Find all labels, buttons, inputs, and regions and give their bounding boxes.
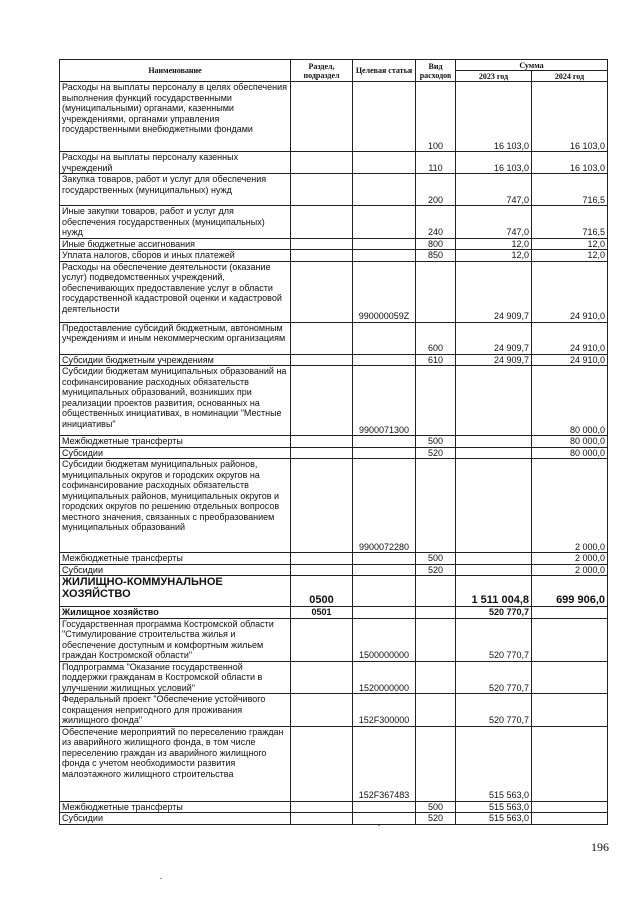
table-row <box>60 801 608 813</box>
cell-2023 <box>456 553 532 565</box>
cell-kind: 850 <box>416 250 456 262</box>
cell-section <box>291 250 353 262</box>
cell-target: 990000059Z <box>353 261 416 322</box>
table-row <box>60 366 608 436</box>
cell-section <box>291 726 353 801</box>
cell-2023: 520 770,7 <box>456 694 532 727</box>
table-row <box>60 813 608 825</box>
cell-section <box>291 206 353 239</box>
cell-2023: 24 909,7 <box>456 322 532 354</box>
scan-speck <box>160 878 162 879</box>
table-row <box>60 553 608 565</box>
cell-kind: 520 <box>416 813 456 825</box>
cell-name: Расходы на обеспечение деятельности (оказание услуг) подведомственных учреждений, обеспечивающих предоставление услуг в области государственной кадастровой оценки и кадастровой деятельности <box>60 261 291 322</box>
cell-kind: 800 <box>416 238 456 250</box>
cell-name: Расходы на выплаты персоналу в целях обеспечения выполнения функций государственными (муниципальными) органами, казенными учреждениями, органами управления государственными внебюджетными фондами <box>60 82 291 152</box>
table-row <box>60 354 608 366</box>
cell-target <box>353 436 416 448</box>
cell-2024 <box>532 801 608 813</box>
cell-kind <box>416 576 456 607</box>
cell-2023: 515 563,0 <box>456 801 532 813</box>
table-row <box>60 564 608 576</box>
cell-2024: 80 000,0 <box>532 436 608 448</box>
cell-target <box>353 82 416 152</box>
cell-kind: 500 <box>416 436 456 448</box>
header-kind: Вид расходов <box>416 60 456 82</box>
cell-2024: 24 910,0 <box>532 322 608 354</box>
cell-target <box>353 250 416 262</box>
header-sum: Сумма <box>456 60 608 71</box>
cell-2024: 2 000,0 <box>532 459 608 553</box>
cell-name: Межбюджетные трансферты <box>60 553 291 565</box>
cell-section <box>291 238 353 250</box>
cell-2023: 515 563,0 <box>456 726 532 801</box>
cell-target <box>353 447 416 459</box>
scan-speck <box>378 825 380 826</box>
table-row <box>60 447 608 459</box>
cell-target <box>353 238 416 250</box>
cell-target <box>353 564 416 576</box>
cell-kind <box>416 366 456 436</box>
cell-2024: 80 000,0 <box>532 447 608 459</box>
cell-2024: 716,5 <box>532 174 608 206</box>
cell-2023: 24 909,7 <box>456 261 532 322</box>
cell-2023: 520 770,7 <box>456 618 532 661</box>
cell-target: 152F367483 <box>353 726 416 801</box>
table-row <box>60 261 608 322</box>
cell-kind: 610 <box>416 354 456 366</box>
cell-2023: 16 103,0 <box>456 82 532 152</box>
cell-name: Подпрограмма "Оказание государственной поддержки гражданам в Костромской области в улучшении жилищных условий" <box>60 661 291 694</box>
table-row <box>60 459 608 553</box>
table-row <box>60 82 608 152</box>
cell-2024: 24 910,0 <box>532 261 608 322</box>
cell-2023: 747,0 <box>456 206 532 239</box>
cell-kind: 100 <box>416 82 456 152</box>
cell-kind: 500 <box>416 801 456 813</box>
cell-name: ЖИЛИЩНО-КОММУНАЛЬНОЕ ХОЗЯЙСТВО <box>60 576 291 607</box>
cell-2024 <box>532 618 608 661</box>
cell-kind <box>416 261 456 322</box>
cell-2024: 16 103,0 <box>532 82 608 152</box>
cell-2024: 24 910,0 <box>532 354 608 366</box>
cell-name: Иные закупки товаров, работ и услуг для обеспечения государственных (муниципальных) нужд <box>60 206 291 239</box>
cell-2024: 16 103,0 <box>532 152 608 174</box>
cell-name: Субсидии <box>60 564 291 576</box>
cell-kind: 200 <box>416 174 456 206</box>
cell-target <box>353 354 416 366</box>
cell-name: Субсидии бюджетам муниципальных районов, муниципальных округов и городских округов на софинансирование расходных обязательств муниципальных районов, муниципальных округов и городских округов по решению отдельных вопросов местного значения, связанных с преобразованием муниципальных образований <box>60 459 291 553</box>
header-target: Целевая статья <box>353 60 416 82</box>
cell-section <box>291 553 353 565</box>
cell-target <box>353 206 416 239</box>
cell-name: Субсидии бюджетным учреждениям <box>60 354 291 366</box>
cell-section <box>291 564 353 576</box>
table-row <box>60 618 608 661</box>
cell-2023 <box>456 459 532 553</box>
cell-2024: 80 000,0 <box>532 366 608 436</box>
cell-kind: 600 <box>416 322 456 354</box>
cell-target <box>353 813 416 825</box>
cell-section <box>291 322 353 354</box>
cell-2023: 520 770,7 <box>456 607 532 619</box>
table-row <box>60 607 608 619</box>
cell-name: Государственная программа Костромской области "Стимулирование строительства жилья и обеспечение доступным и комфортным жильем граждан Костромской области" <box>60 618 291 661</box>
table-body <box>60 82 608 825</box>
cell-target: 152F300000 <box>353 694 416 727</box>
cell-2023: 520 770,7 <box>456 661 532 694</box>
cell-2024: 2 000,0 <box>532 564 608 576</box>
cell-target <box>353 801 416 813</box>
page-number: 196 <box>591 840 609 854</box>
cell-2023: 1 511 004,8 <box>456 576 532 607</box>
budget-table <box>59 59 608 825</box>
cell-kind: 520 <box>416 564 456 576</box>
cell-target: 1500000000 <box>353 618 416 661</box>
table-row <box>60 206 608 239</box>
cell-name: Межбюджетные трансферты <box>60 801 291 813</box>
header-name: Наименование <box>60 60 291 82</box>
cell-name: Расходы на выплаты персоналу казенных учреждений <box>60 152 291 174</box>
cell-kind <box>416 459 456 553</box>
cell-name: Субсидии бюджетам муниципальных образований на софинансирование расходных обязательств муниципальных образований, возникших при реализации проектов развития, основанных на общественных инициативах, в номинации "Местные инициативы" <box>60 366 291 436</box>
cell-2023: 12,0 <box>456 238 532 250</box>
table-row <box>60 436 608 448</box>
cell-target <box>353 322 416 354</box>
cell-section <box>291 801 353 813</box>
cell-2024 <box>532 726 608 801</box>
table-row <box>60 576 608 607</box>
cell-2023 <box>456 436 532 448</box>
cell-2024 <box>532 661 608 694</box>
cell-target: 9900072280 <box>353 459 416 553</box>
cell-section <box>291 447 353 459</box>
cell-kind <box>416 694 456 727</box>
cell-2024: 716,5 <box>532 206 608 239</box>
table-row <box>60 661 608 694</box>
cell-target: 9900071300 <box>353 366 416 436</box>
cell-name: Закупка товаров, работ и услуг для обеспечения государственных (муниципальных) нужд <box>60 174 291 206</box>
cell-section <box>291 459 353 553</box>
cell-section <box>291 694 353 727</box>
cell-2023 <box>456 366 532 436</box>
cell-2023: 747,0 <box>456 174 532 206</box>
cell-kind: 500 <box>416 553 456 565</box>
table-row <box>60 152 608 174</box>
cell-section <box>291 436 353 448</box>
cell-2023: 515 563,0 <box>456 813 532 825</box>
table-row <box>60 694 608 727</box>
table-row <box>60 322 608 354</box>
cell-kind: 110 <box>416 152 456 174</box>
cell-2024 <box>532 813 608 825</box>
cell-name: Субсидии <box>60 447 291 459</box>
cell-2024: 699 906,0 <box>532 576 608 607</box>
cell-name: Обеспечение мероприятий по переселению граждан из аварийного жилищного фонда, в том числе переселению граждан из аварийного жилищного фонда с учетом необходимости развития малоэтажного жилищного строительства <box>60 726 291 801</box>
cell-kind: 520 <box>416 447 456 459</box>
cell-section <box>291 618 353 661</box>
cell-section <box>291 354 353 366</box>
cell-2023 <box>456 564 532 576</box>
cell-2024 <box>532 607 608 619</box>
cell-section <box>291 82 353 152</box>
cell-kind <box>416 726 456 801</box>
table-row <box>60 238 608 250</box>
cell-section <box>291 661 353 694</box>
cell-2023 <box>456 447 532 459</box>
cell-name: Уплата налогов, сборов и иных платежей <box>60 250 291 262</box>
cell-target <box>353 174 416 206</box>
cell-section <box>291 813 353 825</box>
cell-section: 0501 <box>291 607 353 619</box>
cell-target <box>353 152 416 174</box>
cell-name: Жилищное хозяйство <box>60 607 291 619</box>
cell-kind <box>416 661 456 694</box>
table-row <box>60 726 608 801</box>
cell-target <box>353 607 416 619</box>
cell-2024: 12,0 <box>532 238 608 250</box>
header-year-2024: 2024 год <box>532 71 608 82</box>
cell-name: Межбюджетные трансферты <box>60 436 291 448</box>
cell-target: 1520000000 <box>353 661 416 694</box>
header-year-2023: 2023 год <box>456 71 532 82</box>
cell-section <box>291 261 353 322</box>
cell-2023: 16 103,0 <box>456 152 532 174</box>
cell-section <box>291 174 353 206</box>
table-row <box>60 174 608 206</box>
cell-section <box>291 152 353 174</box>
cell-section: 0500 <box>291 576 353 607</box>
cell-section <box>291 366 353 436</box>
cell-2024 <box>532 694 608 727</box>
cell-name: Федеральный проект "Обеспечение устойчивого сокращения непригодного для проживания жилищного фонда" <box>60 694 291 727</box>
cell-2024: 12,0 <box>532 250 608 262</box>
cell-name: Предоставление субсидий бюджетным, автономным учреждениям и иным некоммерческим организациям <box>60 322 291 354</box>
cell-2023: 24 909,7 <box>456 354 532 366</box>
cell-target <box>353 553 416 565</box>
cell-kind <box>416 607 456 619</box>
cell-name: Иные бюджетные ассигнования <box>60 238 291 250</box>
cell-2024: 2 000,0 <box>532 553 608 565</box>
cell-target <box>353 576 416 607</box>
table-row <box>60 250 608 262</box>
cell-kind <box>416 618 456 661</box>
cell-name: Субсидии <box>60 813 291 825</box>
cell-2023: 12,0 <box>456 250 532 262</box>
cell-kind: 240 <box>416 206 456 239</box>
header-section: Раздел, подраздел <box>291 60 353 82</box>
